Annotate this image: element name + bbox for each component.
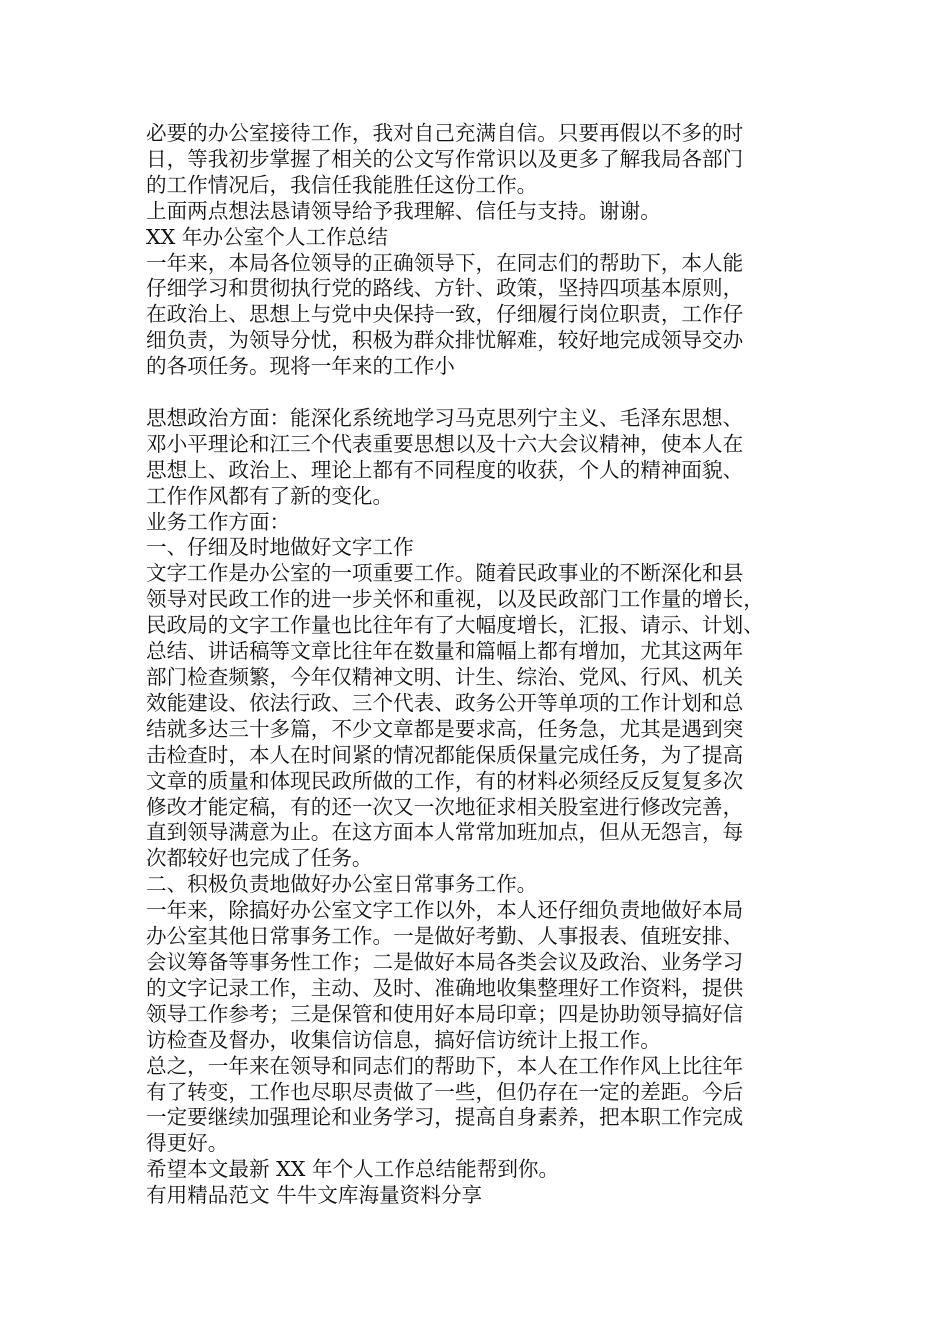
text-line: 细负责，为领导分忧，积极为群众排忧解难，较好地完成领导交办 [146,328,744,353]
text-line: 直到领导满意为止。在这方面本人常常加班加点，但从无怨言，每 [146,820,744,845]
section-heading: 二、积极负责地做好办公室日常事务工作。 [146,872,538,897]
text-line: 希望本文最新 XX 年个人工作总结能帮到你。 [146,1157,560,1182]
text-line: 文字工作是办公室的一项重要工作。随着民政事业的不断深化和县 [146,561,744,586]
text-line: 访检查及督办，收集信访信息，搞好信访统计上报工作。 [146,1027,661,1052]
text-line: 一年来，除搞好办公室文字工作以外，本人还仔细负责地做好本局 [146,898,744,923]
text-line: 总结、讲话稿等文章比往年在数量和篇幅上都有增加，尤其这两年 [146,639,744,664]
text-line: 一年来，本局各位领导的正确领导下，在同志们的帮助下，本人能 [146,250,744,275]
text-line: 思想上、政治上、理论上都有不同程度的收获，个人的精神面貌、 [146,457,744,482]
text-line: 民政局的文字工作量也比往年有了大幅度增长，汇报、请示、计划、 [146,613,764,638]
section-heading: 业务工作方面： [146,509,291,534]
text-line: 结就多达三十多篇，不少文章都是要求高，任务急，尤其是遇到突 [146,716,744,741]
text-line: 办公室其他日常事务工作。一是做好考勤、人事报表、值班安排、 [146,924,744,949]
text-line: 邓小平理论和江三个代表重要思想以及十六大会议精神，使本人在 [146,431,744,456]
footer-line: 有用精品范文 牛牛文库海量资料分享 [146,1183,483,1208]
text-line: 修改才能定稿，有的还一次又一次地征求相关股室进行修改完善， [146,794,744,819]
text-line: 的文字记录工作，主动、及时、准确地收集整理好工作资料，提供 [146,975,744,1000]
text-line: 效能建设、依法行政、三个代表、政务公开等单项的工作计划和总 [146,690,744,715]
blank-line [146,380,806,406]
text-line: 在政治上、思想上与党中央保持一致，仔细履行岗位职责，工作仔 [146,302,744,327]
section-title: XX 年办公室个人工作总结 [146,224,388,249]
text-line: 一定要继续加强理论和业务学习，提高自身素养，把本职工作完成 [146,1105,744,1130]
text-line: 的各项任务。现将一年来的工作小 [146,354,455,379]
text-line: 击检查时，本人在时间紧的情况都能保质保量完成任务，为了提高 [146,742,744,767]
text-line: 次都较好也完成了任务。 [146,846,373,871]
text-line: 思想政治方面：能深化系统地学习马克思列宁主义、毛泽东思想、 [146,405,744,430]
text-line: 必要的办公室接待工作，我对自己充满自信。只要再假以不多的时 [146,121,744,145]
text-line: 文章的质量和体现民政所做的工作，有的材料必须经反反复复多次 [146,768,744,793]
text-line: 有了转变，工作也尽职尽责做了一些，但仍存在一定的差距。今后 [146,1079,744,1104]
text-line: 的工作情况后，我信任我能胜任这份工作。 [146,172,538,197]
text-line: 领导工作参考；三是保管和使用好本局印章；四是协助领导搞好信 [146,1001,744,1026]
document-body [146,121,806,1209]
text-line: 日，等我初步掌握了相关的公文写作常识以及更多了解我局各部门 [146,146,744,171]
text-line: 领导对民政工作的进一步关怀和重视，以及民政部门工作量的增长， [146,587,764,612]
text-line: 会议筹备等事务性工作；二是做好本局各类会议及政治、业务学习 [146,949,744,974]
text-line: 仔细学习和贯彻执行党的路线、方针、政策，坚持四项基本原则， [146,276,744,301]
section-heading: 一、仔细及时地做好文字工作 [146,535,414,560]
text-line: 得更好。 [146,1131,229,1156]
text-line: 总之，一年来在领导和同志们的帮助下，本人在工作作风上比往年 [146,1053,744,1078]
text-line: 上面两点想法恳请领导给予我理解、信任与支持。谢谢。 [146,198,661,223]
text-line: 工作作风都有了新的变化。 [146,483,394,508]
text-line: 部门检查频繁，今年仅精神文明、计生、综治、党风、行风、机关 [146,665,744,690]
